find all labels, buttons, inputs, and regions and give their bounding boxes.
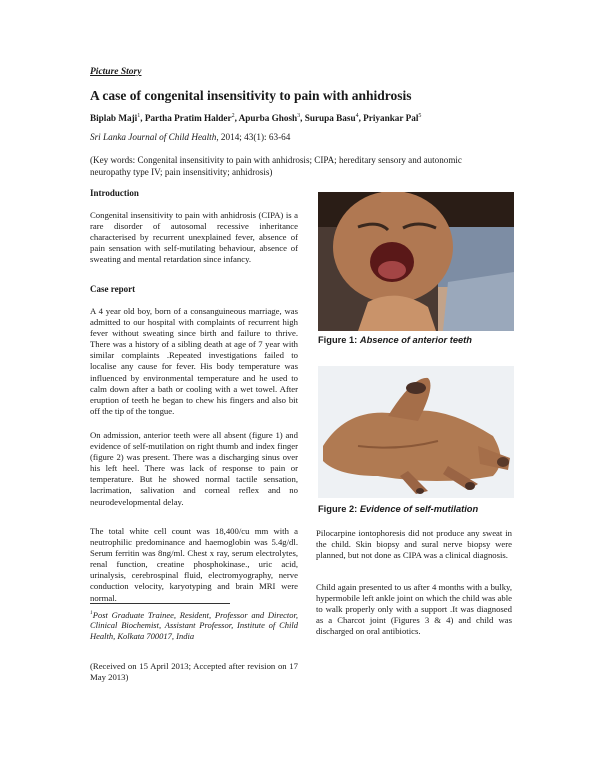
right-paragraph-2: Child again presented to us after 4 months with a bulky, hypermobile left ankle joint on which the child was able to walk properly only with a support .It was diagnosed as a Charcot joint (Figures 3 & 4) and child was discharged on oral antibiotics. xyxy=(316,582,512,637)
figure-2-caption: Figure 2: Evidence of self-mutilation xyxy=(318,504,479,514)
footnote-rule xyxy=(90,603,230,604)
case-report-heading: Case report xyxy=(90,284,136,294)
article-title: A case of congenital insensitivity to pain with anhidrosis xyxy=(90,88,412,103)
introduction-heading: Introduction xyxy=(90,188,139,198)
figure-1-photo xyxy=(318,192,514,331)
received-note: (Received on 15 April 2013; Accepted after revision on 17 May 2013) xyxy=(90,661,298,683)
figure-2-photo xyxy=(318,366,514,498)
right-paragraph-1: Pilocarpine iontophoresis did not produce any sweat in the child. Skin biopsy and sural nerve biopsy were planned, but not done as CIPA was a clinical diagnosis. xyxy=(316,528,512,561)
keywords: (Key words: Congenital insensitivity to pain with anhidrosis; CIPA; hereditary sensory and autonomic neuropathy type IV; pain insensitivity; anhidrosis) xyxy=(90,155,462,177)
author-list: Biplab Maji$^1$, Partha Pratim Halder$^2$, Apurba Ghosh$^3$, Surupa Basu$^4$, Priyankar Pal$^5$ xyxy=(90,113,422,124)
case-paragraph-1: A 4 year old boy, born of a consanguineous marriage, was admitted to our hospital with complaints of recurrent high fever without sweating since birth and failure to thrive. There was a history of a sibling death at age of 7 year with similar complaints .Repeated investigations failed to localise any cause for fever. His body temperature was influenced by environmental temperature and he used to calm down after a bath or cooling with a wet towel. After eruption of teeth he began to chew his fingers and also bit off the tip of the tongue. xyxy=(90,306,298,416)
case-paragraph-3: The total white cell count was 18,400/cu mm with a neutrophilic predominance and haemoglobin was 5.4g/dl. Serum ferritin was 8ng/ml. Chest x ray, serum electrolytes, renal function, creatine phosphokinase., uric acid, urinalysis, cerebrospinal fluid, electromyography, nerve conduction velocity, karyotyping and brain MRI were normal. xyxy=(90,526,298,603)
figure-2-image xyxy=(318,366,514,498)
author-name: Partha Pratim Halder xyxy=(144,113,232,124)
author-name: Priyankar Pal xyxy=(363,113,419,124)
footnote: $^1$Post Graduate Trainee, Resident, Professor and Director, Clinical Biochemist, Assistant Professor, Institute of Child Health, Kolkata 700017, India xyxy=(90,609,298,641)
figure-1-caption: Figure 1: Absence of anterior teeth xyxy=(318,335,472,345)
case-paragraph-2: On admission, anterior teeth were all absent (figure 1) and evidence of self-mutilation on right thumb and index finger (figure 2) was present. There was a discharging sinus over his left heel. There was lack of response to pain or temperature. But he showed normal tactile sensation, lacrimation, salivation and corneal reflex and no neurodevelopmental delay. xyxy=(90,430,298,507)
introduction-text: Congenital insensitivity to pain with anhidrosis (CIPA) is a rare disorder of autosomal recessive inheritance characterised by recurrent unexplained fever, absence of pain sensation with self-mutilating behaviour, absence of sweating and mental retardation since infancy. xyxy=(90,210,298,265)
author-name: Apurba Ghosh xyxy=(238,113,298,124)
citation xyxy=(90,132,290,142)
journal-name: Sri Lanka Journal of Child Health xyxy=(90,132,217,142)
figure-1-image xyxy=(318,192,514,331)
author-name: Biplab Maji xyxy=(90,113,138,124)
section-label: Picture Story xyxy=(90,67,142,77)
citation-details: , 2014; 43(1): 63-64 xyxy=(216,132,291,142)
author-name: Surupa Basu xyxy=(304,113,356,124)
